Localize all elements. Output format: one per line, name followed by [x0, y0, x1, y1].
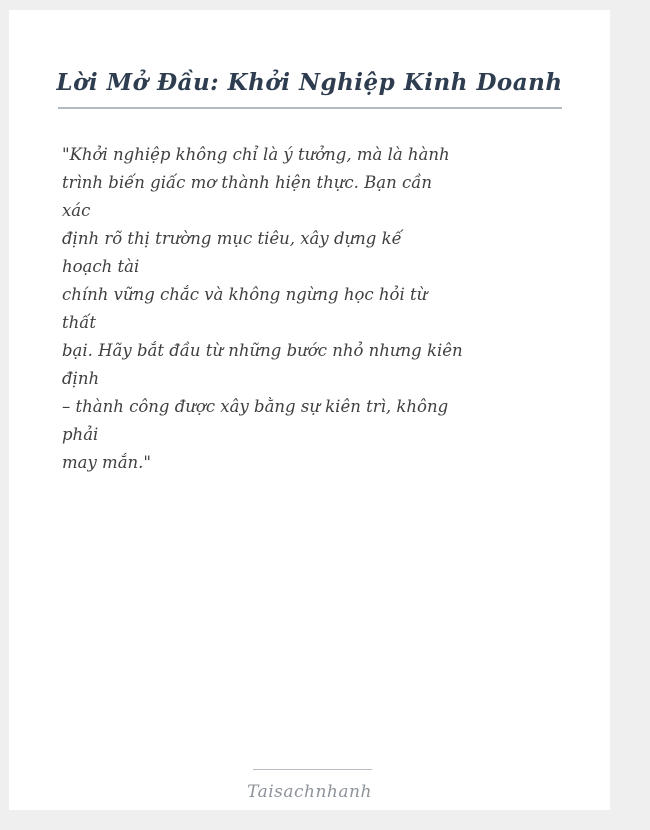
- quote-line: "Khởi nghiệp không chỉ là ý tưởng, mà là hành: [62, 145, 450, 164]
- book-page: [9, 10, 610, 810]
- quote-line: xác: [62, 201, 91, 220]
- title-divider: [58, 107, 562, 109]
- footer-divider: [253, 769, 372, 770]
- quote-line: định: [62, 369, 100, 388]
- quote-line: thất: [62, 313, 96, 332]
- quote-line: – thành công được xây bằng sự kiên trì, không: [62, 397, 449, 416]
- quote-line: định rõ thị trường mục tiêu, xây dựng kế: [62, 229, 402, 248]
- quote-line: may mắn.": [62, 453, 151, 472]
- brand-name: Taisachnhanh: [247, 782, 372, 802]
- page-title: Lời Mở Đầu: Khởi Nghiệp Kinh Doanh: [56, 69, 563, 96]
- quote-line: bại. Hãy bắt đầu từ những bước nhỏ nhưng kiên: [62, 341, 463, 360]
- quote-line: hoạch tài: [62, 257, 140, 276]
- quote-block: [62, 141, 463, 477]
- quote-line: phải: [62, 425, 99, 444]
- quote-line: trình biến giấc mơ thành hiện thực. Bạn cần: [62, 173, 432, 192]
- quote-line: chính vững chắc và không ngừng học hỏi từ: [62, 285, 428, 304]
